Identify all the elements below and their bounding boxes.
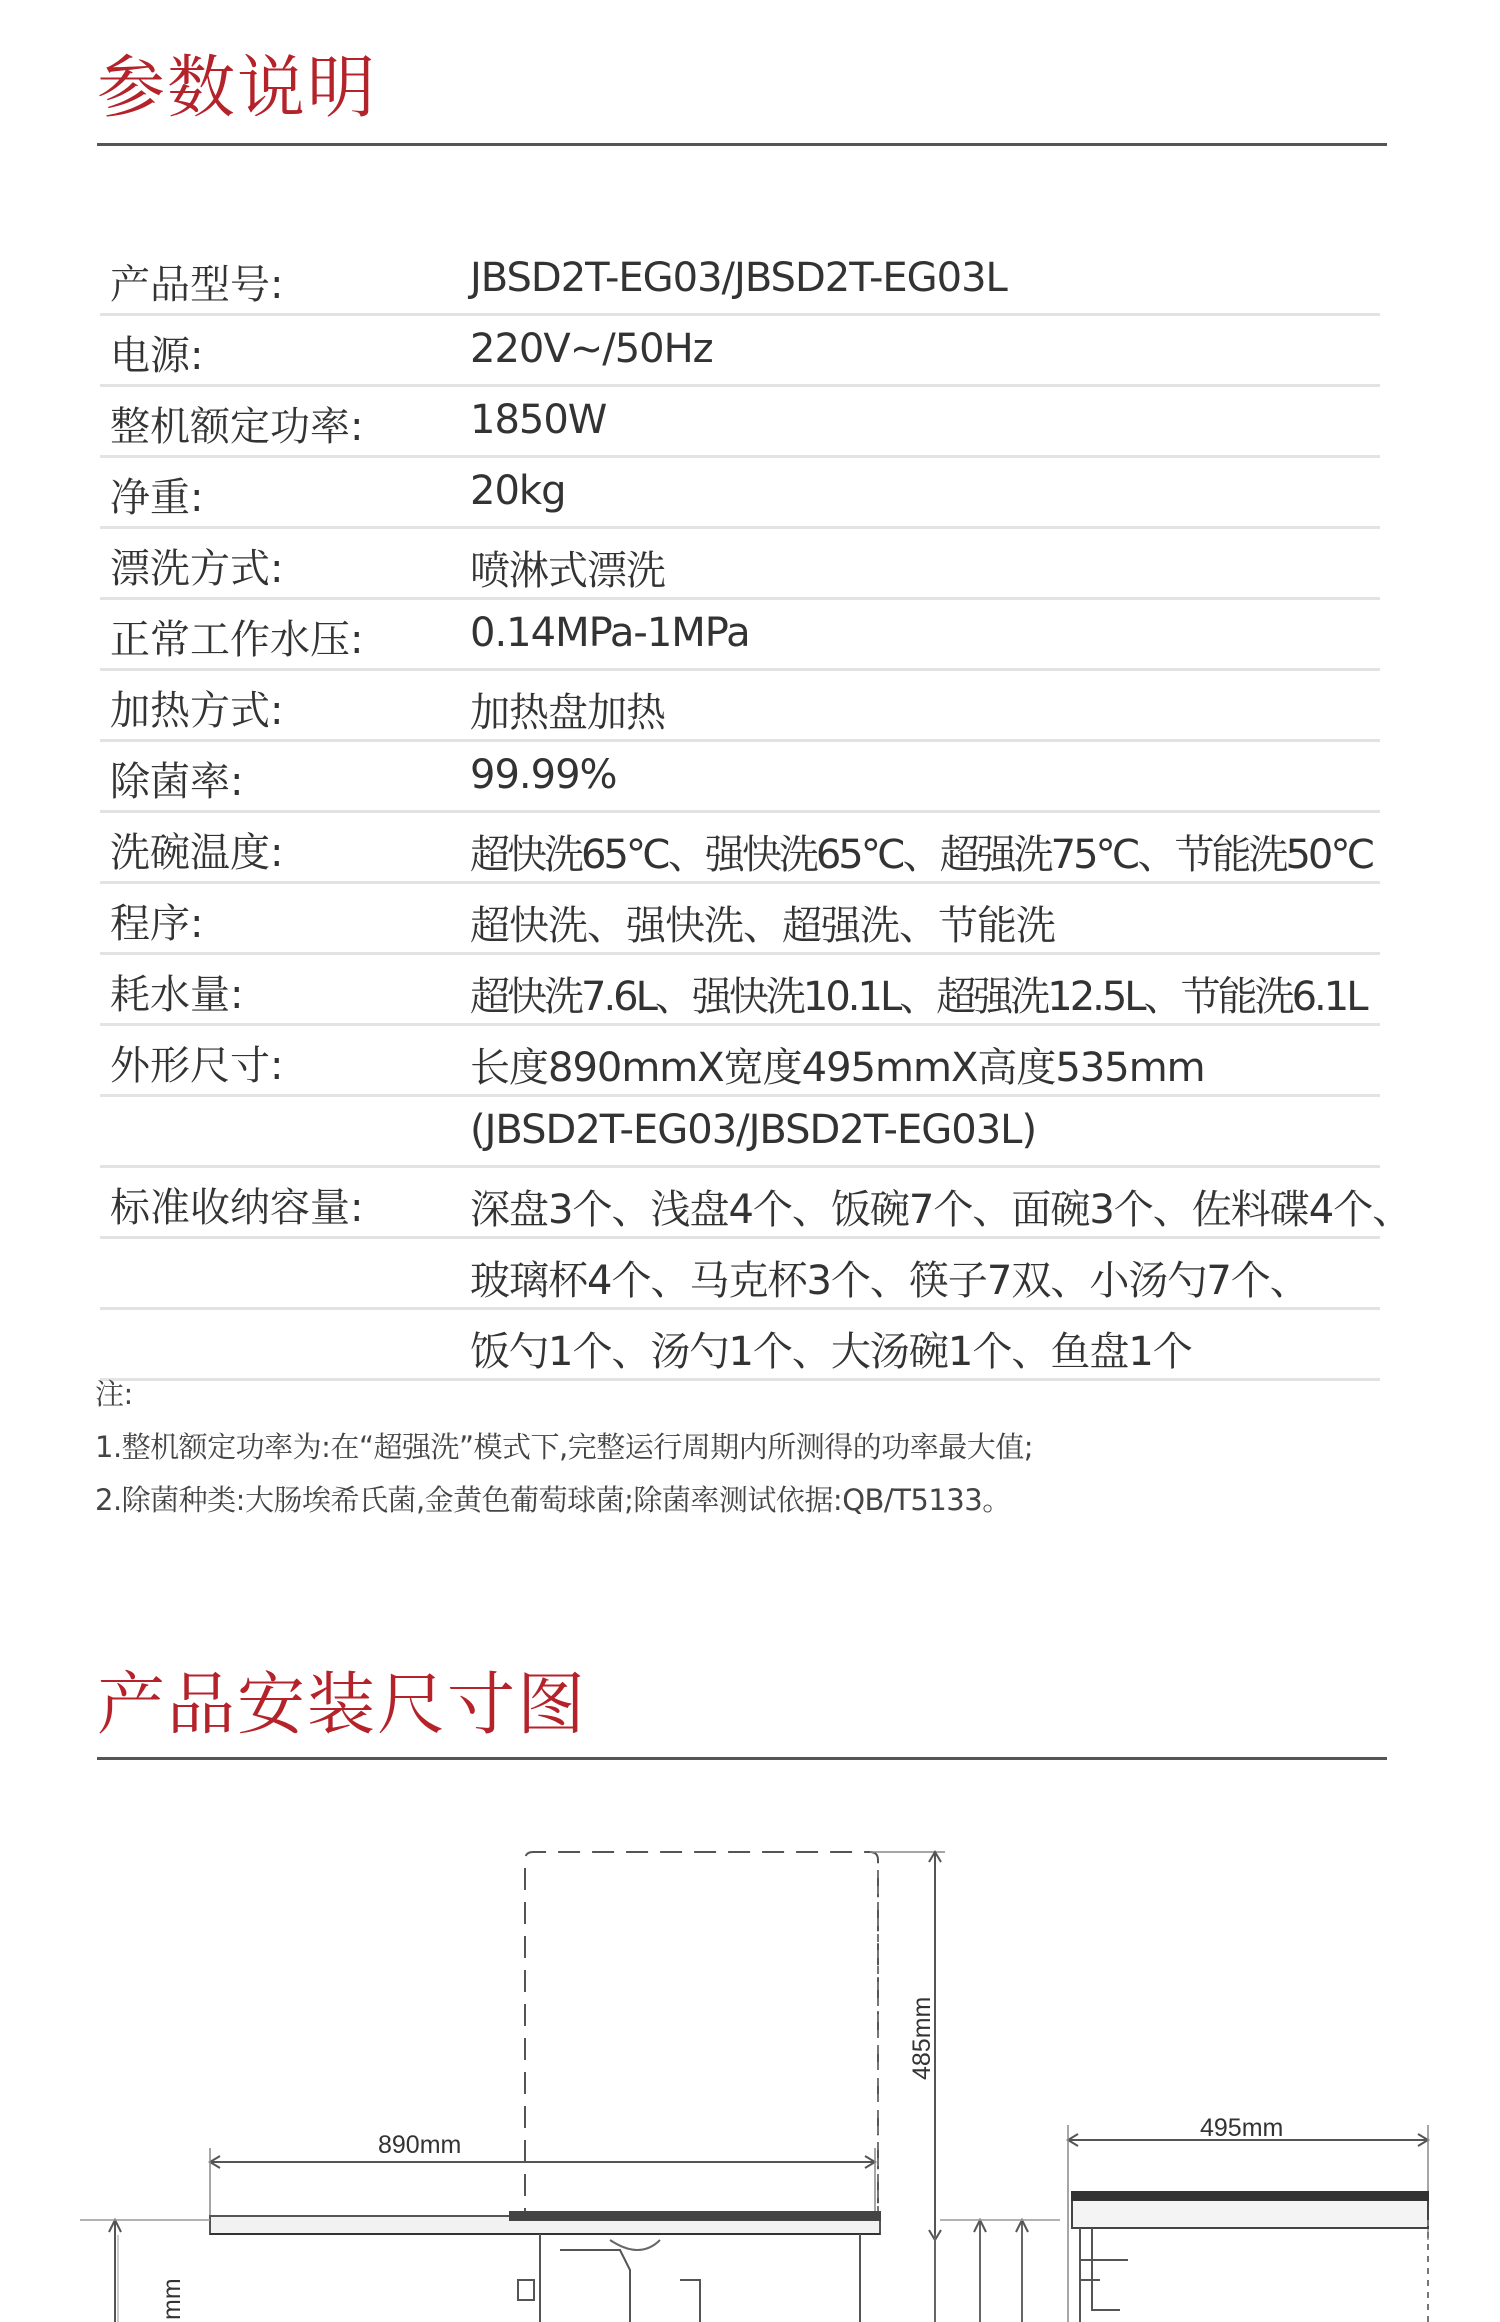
spec-value: 玻璃杯4个、马克杯3个、筷子7双、小汤勺7个、 (470, 1258, 1309, 1304)
left-height-label: mm (158, 2278, 186, 2320)
spec-row (100, 884, 1380, 955)
spec-value: 加热盘加热 (470, 690, 665, 736)
spec-value: 99.99% (470, 752, 617, 798)
spec-label: 程序: (110, 901, 204, 947)
spec-row (100, 529, 1380, 600)
spec-label: 整机额定功率: (110, 404, 364, 450)
spec-value: 饭勺1个、汤勺1个、大汤碗1个、鱼盘1个 (470, 1329, 1192, 1375)
title-divider (97, 143, 1387, 146)
spec-value: 220V~/50Hz (470, 326, 713, 372)
spec-label: 外形尺寸: (110, 1043, 284, 1089)
title-divider-2 (97, 1757, 1387, 1760)
spec-row (100, 742, 1380, 813)
spec-label: 标准收纳容量: (110, 1185, 364, 1231)
spec-row (100, 316, 1380, 387)
spec-value: 20kg (470, 468, 566, 514)
spec-value: 超快洗65℃、强快洗65℃、超强洗75℃、节能洗50℃ (470, 832, 1373, 878)
spec-value: 0.14MPa-1MPa (470, 610, 750, 656)
spec-value: 超快洗、强快洗、超强洗、节能洗 (470, 903, 1055, 949)
spec-row (100, 1097, 1380, 1168)
notes (95, 1368, 1033, 1527)
spec-value: JBSD2T-EG03/JBSD2T-EG03L (470, 255, 1007, 301)
spec-row (100, 1026, 1380, 1097)
spec-row (100, 1239, 1380, 1310)
spec-label: 正常工作水压: (110, 617, 364, 663)
note-line-2: 2.除菌种类:大肠埃希氏菌,金黄色葡萄球菌;除菌率测试依据:QB/T5133。 (95, 1483, 1011, 1517)
spec-row (100, 245, 1380, 316)
spec-row (100, 671, 1380, 742)
spec-label: 除菌率: (110, 759, 244, 805)
lid-outline (525, 1852, 878, 2230)
spec-value: (JBSD2T-EG03/JBSD2T-EG03L) (470, 1107, 1037, 1153)
spec-value: 超快洗7.6L、强快洗10.1L、超强洗12.5L、节能洗6.1L (470, 974, 1366, 1020)
spec-label: 耗水量: (110, 972, 244, 1018)
spec-label: 产品型号: (110, 262, 284, 308)
section-title-params: 参数说明 (97, 49, 378, 128)
install-dimension-diagram (0, 1840, 1500, 2322)
spec-row (100, 813, 1380, 884)
spec-row (100, 1168, 1412, 1239)
spec-value: 深盘3个、浅盘4个、饭碗7个、面碗3个、佐料碟4个、 (470, 1187, 1412, 1233)
width-label: 495mm (1200, 2114, 1284, 2142)
spec-row (100, 387, 1380, 458)
section-title-install: 产品安装尺寸图 (97, 1666, 588, 1745)
spec-label: 洗碗温度: (110, 830, 284, 876)
spec-value: 1850W (470, 397, 607, 443)
spec-label: 净重: (110, 475, 204, 521)
spec-label: 漂洗方式: (110, 546, 284, 592)
cabinet-body (540, 2234, 860, 2322)
spec-table (100, 245, 1412, 1381)
note-line-1: 1.整机额定功率为:在“超强洗”模式下,完整运行周期内所测得的功率最大值; (95, 1430, 1033, 1464)
spec-value: 喷淋式漂洗 (470, 548, 665, 594)
spec-row (100, 458, 1380, 529)
spec-label: 加热方式: (110, 688, 284, 734)
spec-value: 长度890mmX宽度495mmX高度535mm (470, 1045, 1205, 1091)
length-label: 890mm (378, 2131, 462, 2159)
notes-heading: 注: (95, 1377, 133, 1411)
spec-row (100, 955, 1380, 1026)
lid-height-label: 485mm (908, 1996, 936, 2080)
spec-row (100, 600, 1380, 671)
spec-label: 电源: (110, 333, 204, 379)
